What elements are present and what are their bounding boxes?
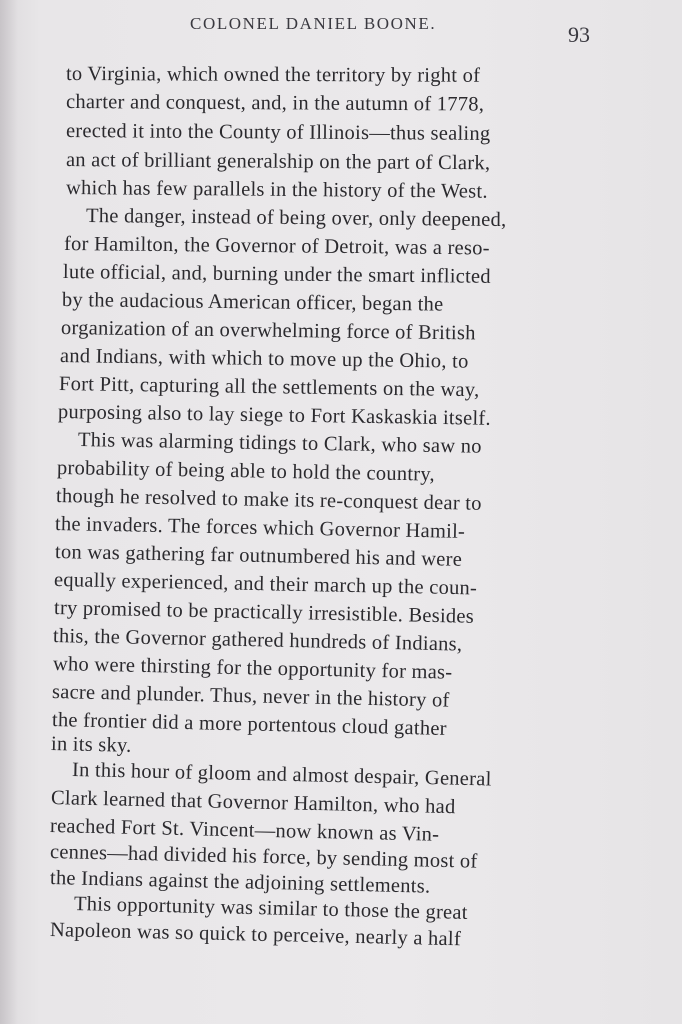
text-line: an act of brilliant generalship on the part of Clark, bbox=[65, 149, 491, 175]
text-line: though he resolved to make its re-conquest dear to bbox=[55, 485, 482, 515]
binding-shadow bbox=[0, 0, 18, 1024]
text-line: The danger, instead of being over, only deepened, bbox=[85, 205, 507, 232]
text-line: the frontier did a more portentous cloud gather bbox=[51, 709, 448, 740]
text-line: In this hour of gloom and almost despair, General bbox=[71, 759, 492, 791]
page-number: 93 bbox=[568, 22, 590, 47]
text-line: equally experienced, and their march up the coun- bbox=[53, 569, 478, 600]
text-line: This was alarming tidings to Clark, who saw no bbox=[77, 429, 482, 458]
text-line: the invaders. The forces which Governor Hamil- bbox=[54, 513, 466, 543]
text-line: reached Fort St. Vincent—now known as Vin- bbox=[49, 815, 440, 846]
text-line: who were thirsting for the opportunity for mas- bbox=[52, 653, 453, 684]
text-line: try promised to be practically irresistible. Besides bbox=[53, 597, 475, 628]
text-line: probability of being able to hold the country, bbox=[56, 457, 436, 486]
text-line: lute official, and, burning under the smart inflicted bbox=[62, 261, 491, 288]
text-line: to Virginia, which owned the territory by right of bbox=[65, 63, 481, 87]
text-line: by the audacious American officer, began the bbox=[61, 289, 444, 316]
text-line: Fort Pitt, capturing all the settlements on the way, bbox=[58, 373, 480, 402]
text-line: and Indians, with which to move up the Ohio, to bbox=[59, 345, 469, 373]
text-line: this, the Governor gathered hundreds of Indians, bbox=[52, 625, 463, 656]
text-line: charter and conquest, and, in the autumn of 1778, bbox=[65, 91, 485, 116]
text-line: the Indians against the adjoining settlements. bbox=[49, 867, 431, 898]
text-line: for Hamilton, the Governor of Detroit, was a reso- bbox=[63, 233, 490, 260]
text-line: cennes—had divided his force, by sending most of bbox=[49, 841, 478, 873]
text-line: which has few parallels in the history of the West. bbox=[65, 177, 488, 203]
text-line: sacre and plunder. Thus, never in the history of bbox=[51, 681, 450, 712]
text-line: This opportunity was similar to those the great bbox=[73, 893, 468, 924]
text-line: Napoleon was so quick to perceive, nearly a half bbox=[49, 919, 462, 951]
text-line: ton was gathering far outnumbered his and were bbox=[54, 541, 463, 571]
running-title: COLONEL DANIEL BOONE. bbox=[190, 14, 437, 33]
text-line: Clark learned that Governor Hamilton, who had bbox=[50, 787, 456, 819]
text-line: erected it into the County of Illinois—thus sealing bbox=[65, 120, 491, 145]
text-line: organization of an overwhelming force of British bbox=[60, 317, 476, 345]
text-line: purposing also to lay siege to Fort Kaskaskia itself. bbox=[57, 401, 491, 430]
text-line: in its sky. bbox=[50, 733, 132, 757]
